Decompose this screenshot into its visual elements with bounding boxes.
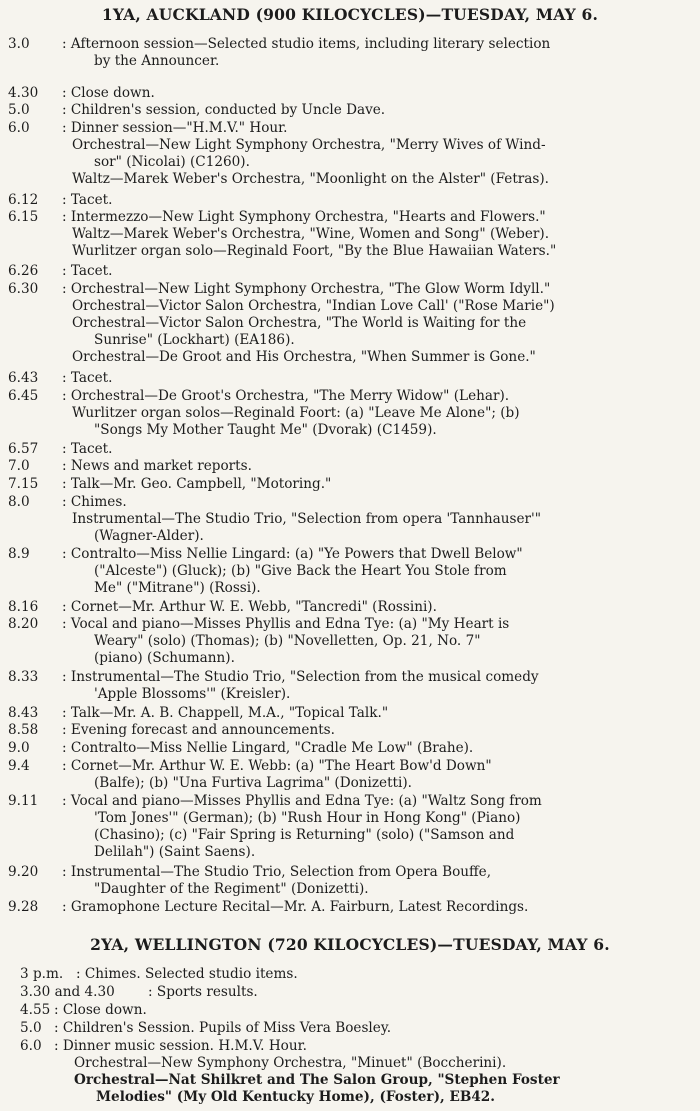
- entry-line: : Orchestral—New Light Symphony Orchestra, "The Glow Worm Idyll.": [62, 281, 551, 297]
- program-entry: [8, 102, 672, 119]
- entry-time: 6.12: [8, 192, 39, 208]
- entry-time: 6.0: [20, 1038, 42, 1054]
- entry-line: "Daughter of the Regiment" (Donizetti).: [94, 881, 369, 897]
- entry-time: 3 p.m.: [20, 966, 64, 982]
- program-entry: [8, 209, 672, 260]
- program-entry: [8, 263, 672, 280]
- entry-line: : Vocal and piano—Misses Phyllis and Edna Tye: (a) "Waltz Song from: [62, 793, 542, 809]
- program-entry: [8, 1002, 672, 1019]
- entry-line: ("Alceste") (Gluck); (b) "Give Back the Heart You Stole from: [94, 563, 507, 579]
- entry-line: Orchestral—De Groot and His Orchestra, "When Summer is Gone.": [72, 349, 536, 365]
- program-entry: [8, 85, 672, 102]
- entry-time: 6.57: [8, 441, 39, 457]
- program-entry: [8, 281, 672, 366]
- entry-time: 6.43: [8, 370, 39, 386]
- entry-time: 6.0: [8, 120, 30, 136]
- entry-line: : Dinner session—"H.M.V." Hour.: [62, 120, 288, 136]
- entry-line: : Chimes. Selected studio items.: [76, 966, 298, 982]
- entry-time: 7.15: [8, 476, 39, 492]
- entry-line: : Talk—Mr. Geo. Campbell, "Motoring.": [62, 476, 332, 492]
- entry-line: : Afternoon session—Selected studio items, including literary selection: [62, 36, 551, 52]
- entry-time: 8.0: [8, 494, 30, 510]
- program-entry: [8, 120, 672, 188]
- entry-line: Instrumental—The Studio Trio, "Selection from opera 'Tannhauser'": [72, 511, 541, 527]
- program-entry: [8, 722, 672, 739]
- entry-time: 8.16: [8, 599, 39, 615]
- entry-line: Orchestral—Nat Shilkret and The Salon Group, "Stephen Foster: [74, 1072, 560, 1088]
- program-entry: [8, 388, 672, 439]
- entry-line: : Cornet—Mr. Arthur W. E. Webb, "Tancredi" (Rossini).: [62, 599, 437, 615]
- program-entry: [8, 1020, 672, 1037]
- entry-line: : Children's session, conducted by Uncle Dave.: [62, 102, 386, 118]
- program-entry: [8, 494, 672, 545]
- entry-line: Me" ("Mitrane") (Rossi).: [94, 580, 261, 596]
- entry-time: 9.20: [8, 864, 39, 880]
- entry-line: (Wagner-Alder).: [94, 528, 204, 544]
- entry-line: 'Tom Jones'" (German); (b) "Rush Hour in Hong Kong" (Piano): [94, 810, 521, 826]
- entry-line: Wurlitzer organ solo—Reginald Foort, "By the Blue Hawaiian Waters.": [72, 243, 557, 259]
- entry-line: Orchestral—New Symphony Orchestra, "Minuet" (Boccherini).: [74, 1055, 507, 1071]
- entry-line: : Vocal and piano—Misses Phyllis and Edna Tye: (a) "My Heart is: [62, 616, 510, 632]
- section-title-1ya: 1YA, AUCKLAND (900 KILOCYCLES)—TUESDAY, MAY 6.: [101, 5, 599, 24]
- entry-time: 9.11: [8, 793, 39, 809]
- entry-time: 6.15: [8, 209, 39, 225]
- entry-line: Orchestral—New Light Symphony Orchestra, "Merry Wives of Wind-: [72, 137, 546, 153]
- entry-time: 8.20: [8, 616, 39, 632]
- entry-line: : Dinner music session. H.M.V. Hour.: [54, 1038, 307, 1054]
- program-entry: [8, 669, 672, 703]
- entry-line: Waltz—Marek Weber's Orchestra, "Moonlight on the Alster" (Fetras).: [72, 171, 550, 187]
- entry-time: 3.0: [8, 36, 30, 52]
- entry-time: 6.45: [8, 388, 39, 404]
- entry-line: : Instrumental—The Studio Trio, Selection from Opera Bouffe,: [62, 864, 492, 880]
- entry-time: 8.43: [8, 705, 39, 721]
- entry-line: Melodies" (My Old Kentucky Home), (Foster), EB42.: [96, 1089, 495, 1105]
- program-entry: [8, 864, 672, 898]
- entry-line: Orchestral—Victor Salon Orchestra, "Indian Love Call' ("Rose Marie"): [72, 298, 555, 314]
- entry-line: : Contralto—Miss Nellie Lingard: (a) "Ye Powers that Dwell Below": [62, 546, 523, 562]
- program-entry: [8, 966, 672, 983]
- program-entry: [8, 705, 672, 722]
- program-entry: [8, 984, 672, 1001]
- program-entry: [8, 441, 672, 458]
- entry-time: 8.9: [8, 546, 30, 562]
- entry-line: Weary" (solo) (Thomas); (b) "Novelletten, Op. 21, No. 7": [94, 633, 481, 649]
- entry-time: 3.30 and 4.30: [20, 984, 115, 1000]
- entry-time: 9.28: [8, 899, 39, 915]
- program-entry: [8, 370, 672, 387]
- program-entry: [8, 192, 672, 209]
- entry-line: : Tacet.: [62, 192, 113, 208]
- entry-line: : Tacet.: [62, 263, 113, 279]
- program-entry: [8, 1038, 672, 1106]
- entry-line: "Songs My Mother Taught Me" (Dvorak) (C1459).: [94, 422, 437, 438]
- entry-time: 5.0: [8, 102, 30, 118]
- entry-line: : Close down.: [62, 85, 155, 101]
- entry-line: : Chimes.: [62, 494, 127, 510]
- program-entry: [8, 899, 672, 916]
- entry-line: Sunrise" (Lockhart) (EA186).: [94, 332, 295, 348]
- entry-time: 5.0: [20, 1020, 42, 1036]
- program-entry: [8, 616, 672, 667]
- entry-time: 8.33: [8, 669, 39, 685]
- entry-time: 6.30: [8, 281, 39, 297]
- entry-time: 7.0: [8, 458, 30, 474]
- entry-line: Delilah") (Saint Saens).: [94, 844, 256, 860]
- entry-line: : Contralto—Miss Nellie Lingard, "Cradle Me Low" (Brahe).: [62, 740, 474, 756]
- entry-line: : News and market reports.: [62, 458, 252, 474]
- section-title-2ya: 2YA, WELLINGTON (720 KILOCYCLES)—TUESDAY, MAY 6.: [90, 935, 610, 954]
- program-entry: [8, 546, 672, 597]
- entry-time: 9.4: [8, 758, 30, 774]
- entry-time: 8.58: [8, 722, 39, 738]
- program-entry: [8, 758, 672, 792]
- entry-line: : Orchestral—De Groot's Orchestra, "The Merry Widow" (Lehar).: [62, 388, 510, 404]
- entry-time: 6.26: [8, 263, 39, 279]
- entry-line: : Tacet.: [62, 441, 113, 457]
- program-entry: [8, 458, 672, 475]
- entry-line: : Intermezzo—New Light Symphony Orchestra, "Hearts and Flowers.": [62, 209, 546, 225]
- entry-line: : Sports results.: [148, 984, 258, 1000]
- entry-line: by the Announcer.: [94, 53, 220, 69]
- entry-line: (Balfe); (b) "Una Furtiva Lagrima" (Donizetti).: [94, 775, 412, 791]
- program-entry: [8, 740, 672, 757]
- entry-line: : Evening forecast and announcements.: [62, 722, 335, 738]
- entry-time: 4.55: [20, 1002, 51, 1018]
- entry-line: : Cornet—Mr. Arthur W. E. Webb: (a) "The Heart Bow'd Down": [62, 758, 492, 774]
- entry-line: : Gramophone Lecture Recital—Mr. A. Fairburn, Latest Recordings.: [62, 899, 529, 915]
- entry-line: Waltz—Marek Weber's Orchestra, "Wine, Women and Song" (Weber).: [72, 226, 550, 242]
- program-entry: [8, 599, 672, 616]
- program-entry: [8, 36, 672, 70]
- program-entry: [8, 476, 672, 493]
- entry-line: 'Apple Blossoms'" (Kreisler).: [94, 686, 291, 702]
- entry-line: Orchestral—Victor Salon Orchestra, "The World is Waiting for the: [72, 315, 527, 331]
- entry-line: Wurlitzer organ solos—Reginald Foort: (a) "Leave Me Alone"; (b): [72, 405, 520, 421]
- entry-line: : Talk—Mr. A. B. Chappell, M.A., "Topical Talk.": [62, 705, 389, 721]
- entry-line: sor" (Nicolai) (C1260).: [94, 154, 250, 170]
- entry-line: (Chasino); (c) "Fair Spring is Returning" (solo) ("Samson and: [94, 827, 515, 843]
- entry-time: 9.0: [8, 740, 30, 756]
- entry-line: : Close down.: [54, 1002, 147, 1018]
- entry-line: : Instrumental—The Studio Trio, "Selection from the musical comedy: [62, 669, 539, 685]
- entry-line: : Children's Session. Pupils of Miss Vera Boesley.: [54, 1020, 392, 1036]
- entry-time: 4.30: [8, 85, 39, 101]
- entry-line: : Tacet.: [62, 370, 113, 386]
- program-entry: [8, 793, 672, 861]
- entry-line: (piano) (Schumann).: [94, 650, 235, 666]
